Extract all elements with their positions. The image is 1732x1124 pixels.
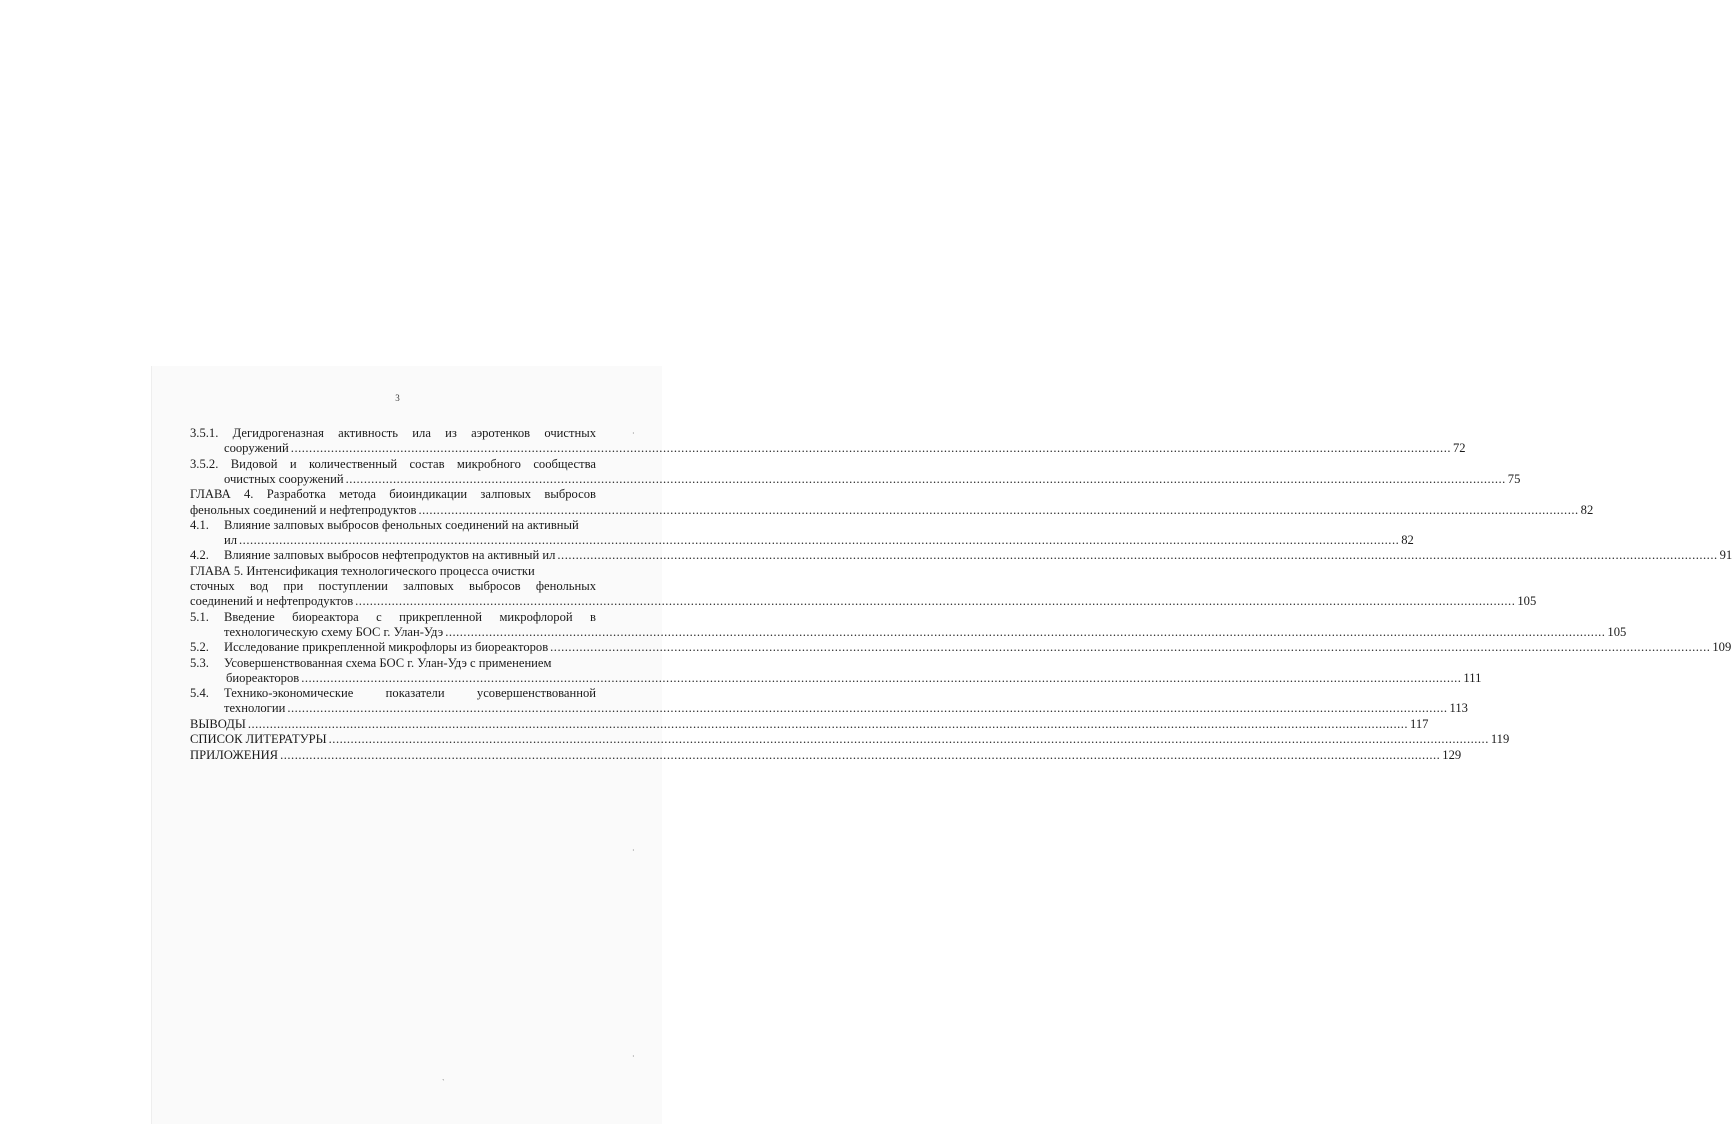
leader-dots: ..............................................................................................................................................................................................................................................................................................................................	[301, 671, 1462, 685]
toc-page: 105	[1517, 594, 1537, 608]
toc-entry-5-1-line2	[224, 625, 1627, 640]
page-number: 3	[395, 393, 400, 403]
leader-dots: ..............................................................................................................................................................................................................................................................................................................................	[345, 472, 1506, 486]
toc-number: 5.3.	[190, 656, 209, 670]
toc-title: ГЛАВА 4. Разработка метода биоиндикации залповых выбросов	[190, 487, 596, 501]
toc-page: 91	[1719, 548, 1732, 562]
toc-entry-3-5-2-line2	[224, 472, 1521, 487]
toc-title-cont: сооружений	[224, 441, 289, 455]
toc-entry-3-5-1-line1	[190, 426, 596, 441]
toc-title-cont: технологическую схему БОС г. Улан-Удэ	[224, 625, 444, 639]
toc-title: ПРИЛОЖЕНИЯ	[190, 748, 279, 762]
toc-entry-references	[190, 732, 1510, 747]
toc-page: 75	[1507, 472, 1521, 486]
leader-dots: ..............................................................................................................................................................................................................................................................................................................................	[418, 503, 1579, 517]
toc-entry-5-4-line1	[190, 686, 596, 701]
leader-dots: ..............................................................................................................................................................................................................................................................................................................................	[550, 640, 1711, 654]
toc-entry-4-2	[190, 548, 1732, 563]
toc-number: 4.1.	[190, 518, 209, 532]
toc-entry-conclusions	[190, 717, 1429, 732]
toc-page: 72	[1453, 441, 1466, 455]
leader-dots: ..............................................................................................................................................................................................................................................................................................................................	[280, 748, 1441, 762]
scan-speck: ·	[632, 1052, 635, 1061]
toc-page: 82	[1580, 503, 1594, 517]
toc-entry-3-5-2-line1	[190, 457, 596, 472]
toc-number: 3.5.1.	[190, 426, 219, 440]
toc-number: 5.1.	[190, 610, 209, 624]
toc-page: 113	[1449, 701, 1468, 715]
leader-dots: ..............................................................................................................................................................................................................................................................................................................................	[328, 732, 1489, 746]
toc-title: Дегидрогеназная активность ила из аэротенков очистных	[232, 426, 597, 440]
toc-title-cont: фенольных соединений и нефтепродуктов	[190, 503, 417, 517]
toc-entry-5-2	[190, 640, 1732, 655]
scan-speck: ·	[632, 429, 635, 438]
toc-entry-chapter-5-line2	[190, 579, 596, 594]
toc-title: Влияние залповых выбросов нефтепродуктов на активный ил	[224, 548, 556, 562]
toc-title: Введение биореактора с прикрепленной микрофлорой в	[224, 610, 596, 624]
toc-title: Технико-экономические показатели усовершенствованной	[224, 686, 596, 700]
toc-page: 82	[1401, 533, 1414, 547]
toc-entry-5-3-line1	[190, 656, 596, 671]
toc-title: ВЫВОДЫ	[190, 717, 246, 731]
toc-number: 5.2.	[190, 640, 209, 654]
toc-entry-chapter-4-line1	[190, 487, 596, 502]
toc-entry-4-1-line1	[190, 518, 596, 533]
toc-title: Влияние залповых выбросов фенольных соединений на активный	[224, 518, 579, 532]
scan-speck: `	[442, 1078, 445, 1087]
toc-number: 4.2.	[190, 548, 209, 562]
toc-title-cont: технологии	[224, 701, 286, 715]
toc-page: 117	[1410, 717, 1429, 731]
toc-page: 105	[1607, 625, 1627, 639]
toc-entry-5-4-line2	[224, 701, 1468, 716]
toc-entry-appendices	[190, 748, 1462, 763]
toc-entry-chapter-4-line2	[190, 503, 1594, 518]
toc-number: 5.4.	[190, 686, 209, 700]
scan-speck: ·	[632, 846, 635, 855]
toc-title-cont: очистных сооружений	[224, 472, 344, 486]
toc-title: Усовершенствованная схема БОС г. Улан-Удэ с применением	[224, 656, 552, 670]
toc-title: ГЛАВА 5. Интенсификация технологического процесса очистки	[190, 564, 535, 578]
toc-page: 129	[1442, 748, 1462, 762]
toc-page: 119	[1490, 732, 1510, 746]
toc-title-cont: ил	[224, 533, 238, 547]
toc-title: СПИСОК ЛИТЕРАТУРЫ	[190, 732, 327, 746]
toc-title-cont: сточных вод при поступлении залповых выбросов фенольных	[190, 579, 596, 593]
toc-entry-5-3-line2	[226, 671, 1482, 686]
leader-dots: ..............................................................................................................................................................................................................................................................................................................................	[557, 548, 1718, 562]
leader-dots: ..............................................................................................................................................................................................................................................................................................................................	[247, 717, 1409, 731]
toc-entry-3-5-1-line2	[224, 441, 1466, 456]
toc-title-cont: соединений и нефтепродуктов	[190, 594, 354, 608]
leader-dots: ..............................................................................................................................................................................................................................................................................................................................	[355, 594, 1516, 608]
toc-entry-5-1-line1	[190, 610, 596, 625]
leader-dots: ..............................................................................................................................................................................................................................................................................................................................	[239, 533, 1400, 547]
toc-title-cont: биореакторов	[226, 671, 300, 685]
toc-title: Исследование прикрепленной микрофлоры из биореакторов	[224, 640, 549, 654]
toc-entry-chapter-5-line1	[190, 564, 596, 579]
toc-entry-chapter-5-line3	[190, 594, 1537, 609]
toc-page: 109	[1712, 640, 1732, 654]
toc-entry-4-1-line2	[224, 533, 1414, 548]
leader-dots: ..............................................................................................................................................................................................................................................................................................................................	[287, 701, 1448, 715]
leader-dots: ..............................................................................................................................................................................................................................................................................................................................	[290, 441, 1451, 455]
toc-title: Видовой и количественный состав микробного сообщества	[230, 457, 596, 471]
leader-dots: ..............................................................................................................................................................................................................................................................................................................................	[445, 625, 1606, 639]
toc-page: 111	[1463, 671, 1482, 685]
toc-number: 3.5.2.	[190, 457, 219, 471]
